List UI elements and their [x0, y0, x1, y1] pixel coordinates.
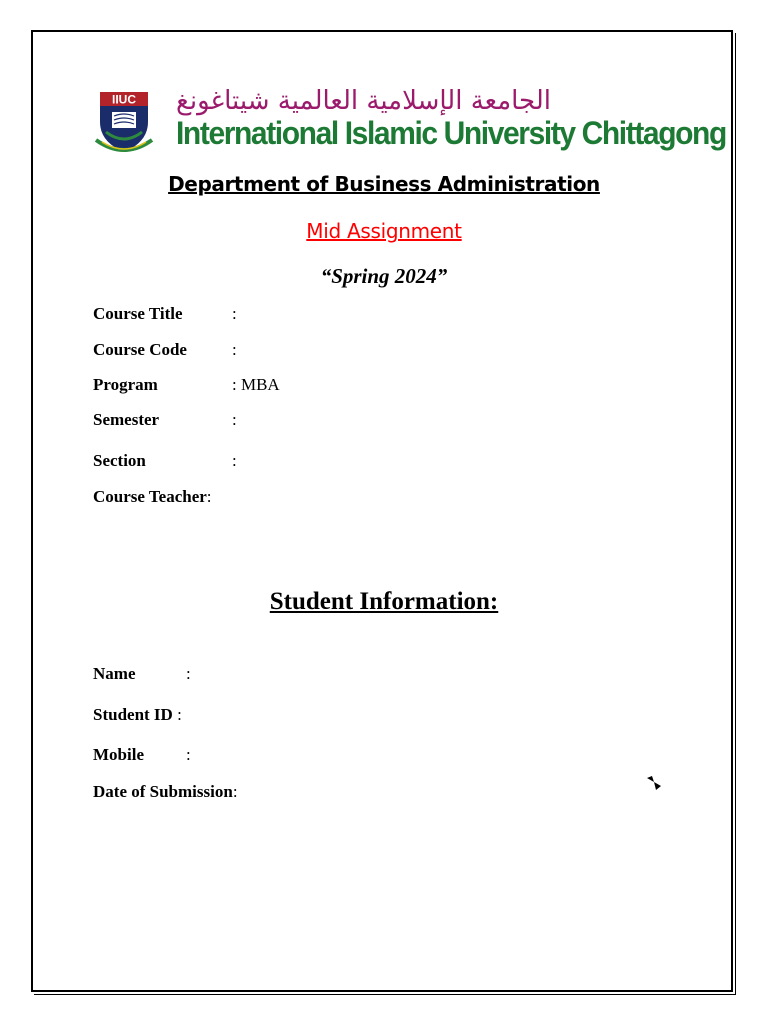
field-label: Course Teacher: [93, 487, 207, 506]
decorative-mark-icon: [645, 774, 663, 792]
course-title-field: [93, 304, 237, 324]
field-value: :: [186, 745, 191, 764]
field-label: Mobile: [93, 745, 144, 764]
course-teacher-field: [93, 487, 212, 507]
university-logo: [92, 84, 726, 158]
field-value: :: [232, 340, 237, 359]
field-label: Semester: [93, 410, 160, 429]
arabic-university-name: الجامعة الإسلامية العالمية شيتاغونغ: [176, 86, 551, 116]
semester-field: [93, 410, 237, 430]
course-code-field: [93, 340, 237, 360]
student-name-field: [93, 664, 191, 684]
student-id-field: [93, 705, 182, 725]
field-label: Program: [93, 375, 158, 394]
field-label: Course Code: [93, 340, 187, 359]
student-information-heading: Student Information:: [269, 588, 499, 615]
field-value: : MBA: [232, 375, 280, 394]
field-value: :: [232, 782, 238, 801]
field-value: :: [206, 487, 212, 506]
university-seal-icon: [92, 86, 156, 156]
field-value: :: [232, 410, 237, 429]
seal-text: IIUC: [112, 92, 136, 107]
date-of-submission-field: [93, 782, 238, 802]
assignment-title: Mid Assignment: [306, 219, 462, 243]
field-value: :: [186, 664, 191, 683]
university-name: International Islamic University Chittagong: [176, 116, 726, 152]
field-label: Course Title: [93, 304, 183, 323]
field-label: Date of Submission: [93, 782, 233, 801]
program-field: [93, 375, 280, 395]
department-title: Department of Business Administration: [168, 172, 600, 196]
section-field: [93, 451, 237, 471]
field-label: Name: [93, 664, 136, 683]
mobile-field: [93, 745, 191, 765]
term-label: “Spring 2024”: [320, 264, 448, 288]
field-value: :: [232, 304, 237, 323]
field-label: Student ID: [93, 705, 173, 724]
field-value: :: [232, 451, 237, 470]
field-value: :: [177, 705, 182, 724]
field-label: Section: [93, 451, 146, 470]
